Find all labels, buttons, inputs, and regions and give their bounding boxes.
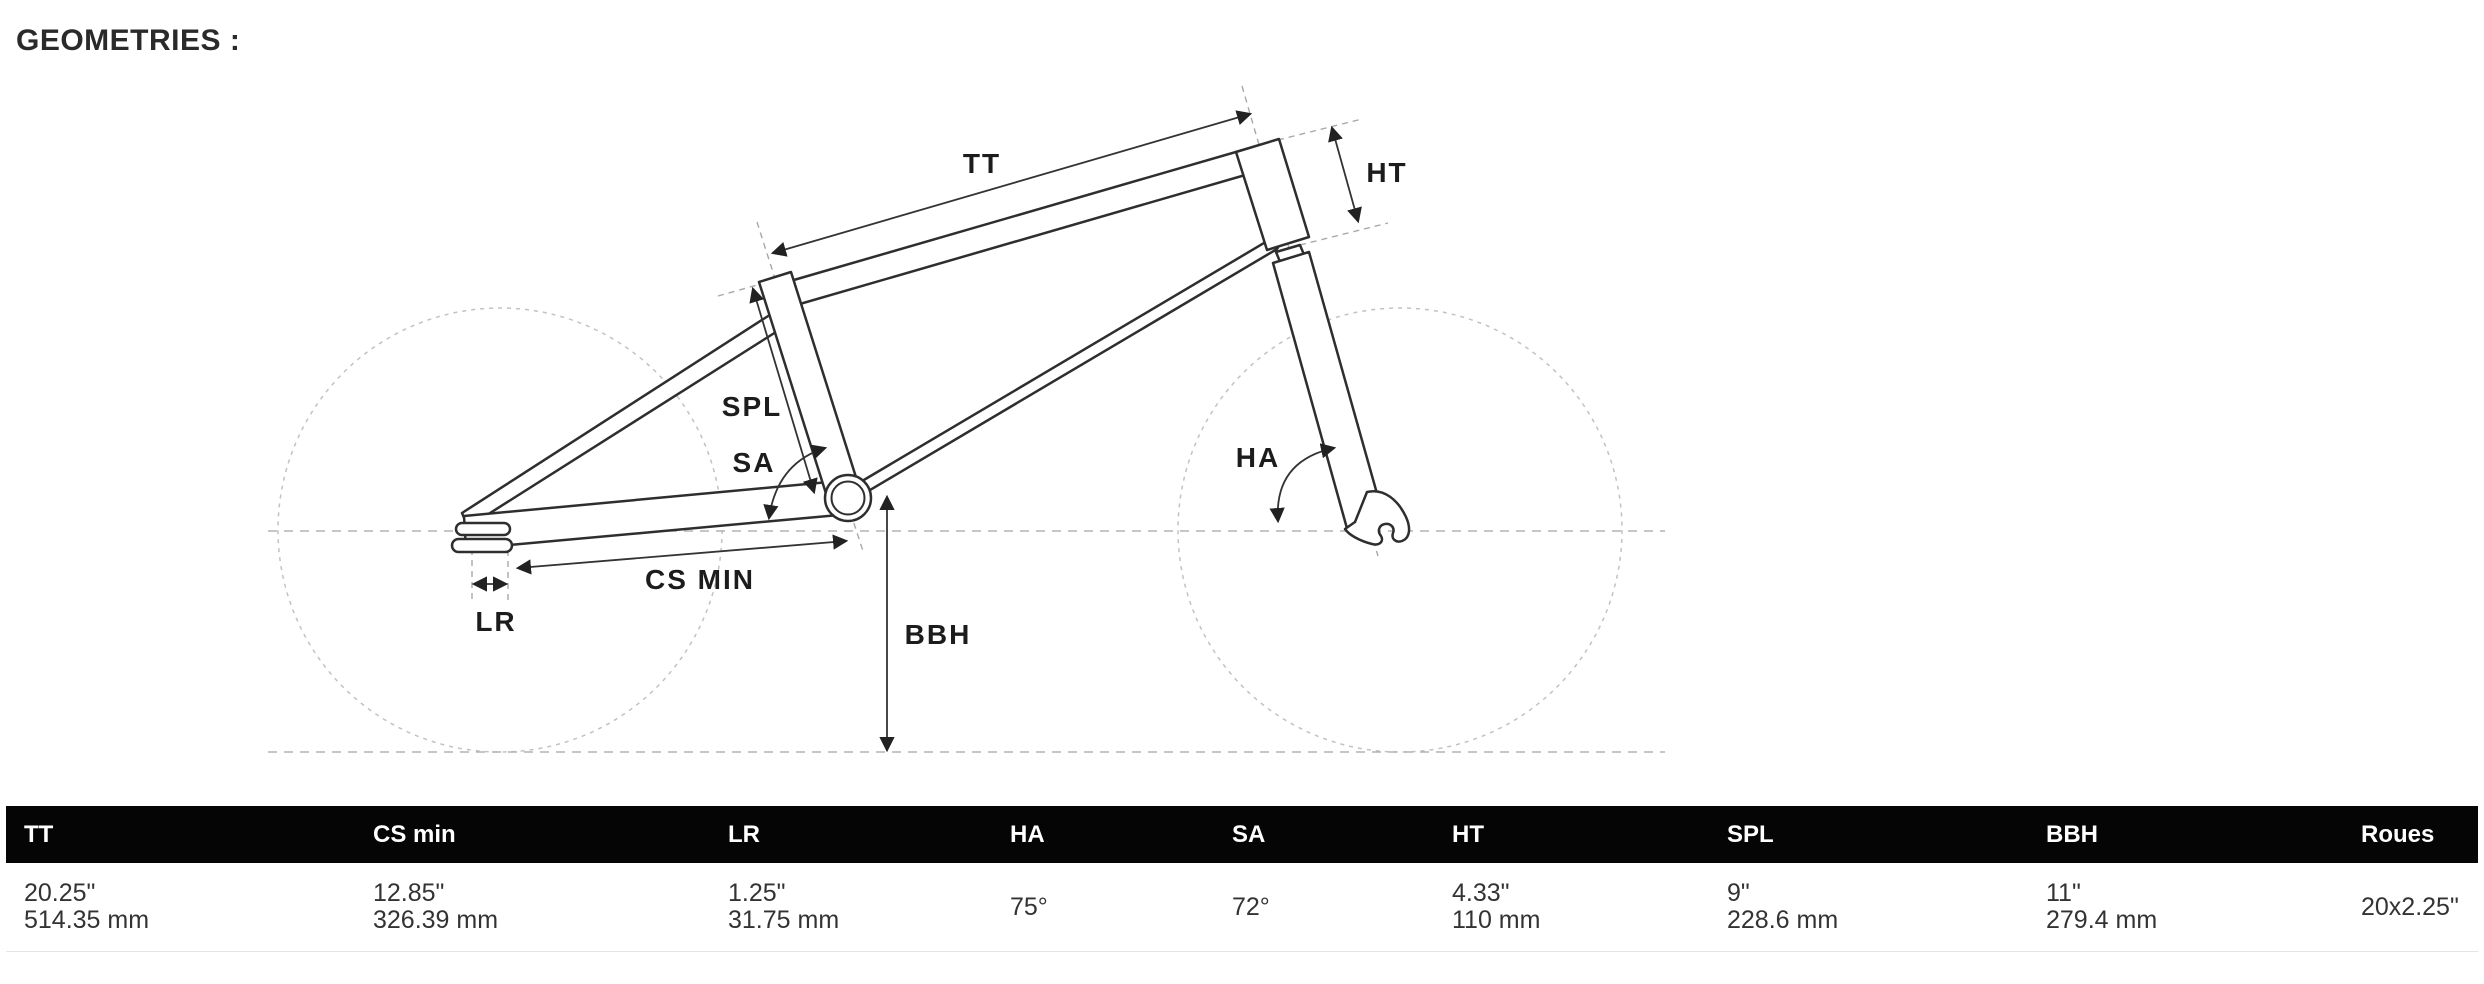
value-cs: 12.85" 326.39 mm	[373, 879, 499, 934]
lr-label: LR	[475, 606, 517, 637]
spl-label: SPL	[721, 391, 783, 422]
ht-arrow	[1332, 128, 1358, 221]
geometry-table-header	[6, 806, 2478, 863]
geometry-table	[6, 806, 2478, 952]
fork-blade	[1273, 252, 1385, 532]
value-sa: 72°	[1232, 892, 1270, 921]
col-header-sa: SA	[1232, 821, 1266, 848]
page-title: GEOMETRIES :	[16, 24, 241, 57]
ht-label: HT	[1366, 157, 1408, 188]
value-lr: 1.25" 31.75 mm	[728, 879, 840, 934]
rear-dropout-upper	[456, 523, 510, 535]
geometry-table-row	[6, 863, 2478, 952]
value-tt: 20.25" 514.35 mm	[24, 879, 150, 934]
value-roues: 20x2.25"	[2361, 892, 2459, 921]
cs-min-label: CS MIN	[645, 564, 755, 595]
col-header-spl: SPL	[1727, 821, 1774, 848]
col-header-ht: HT	[1452, 821, 1484, 848]
head-tube	[1236, 139, 1309, 250]
col-header-lr: LR	[728, 821, 760, 848]
value-ha: 75°	[1010, 892, 1048, 921]
frame-drawing	[452, 139, 1409, 552]
col-header-bbh: BBH	[2046, 821, 2098, 848]
sa-label: SA	[732, 447, 776, 478]
col-header-cs: CS min	[373, 821, 456, 848]
value-spl: 9" 228.6 mm	[1727, 879, 1839, 934]
col-header-tt: TT	[24, 821, 54, 848]
col-header-roues: Roues	[2361, 821, 2435, 848]
rear-dropout-lower	[452, 539, 512, 552]
ha-arc	[1278, 448, 1334, 521]
bottom-bracket-bore	[832, 482, 865, 515]
col-header-ha: HA	[1010, 821, 1045, 848]
bbh-label: BBH	[904, 619, 972, 650]
ha-label: HA	[1235, 442, 1281, 473]
tt-label: TT	[962, 148, 1002, 179]
value-ht: 4.33" 110 mm	[1452, 879, 1541, 934]
value-bbh: 11" 279.4 mm	[2046, 879, 2158, 934]
